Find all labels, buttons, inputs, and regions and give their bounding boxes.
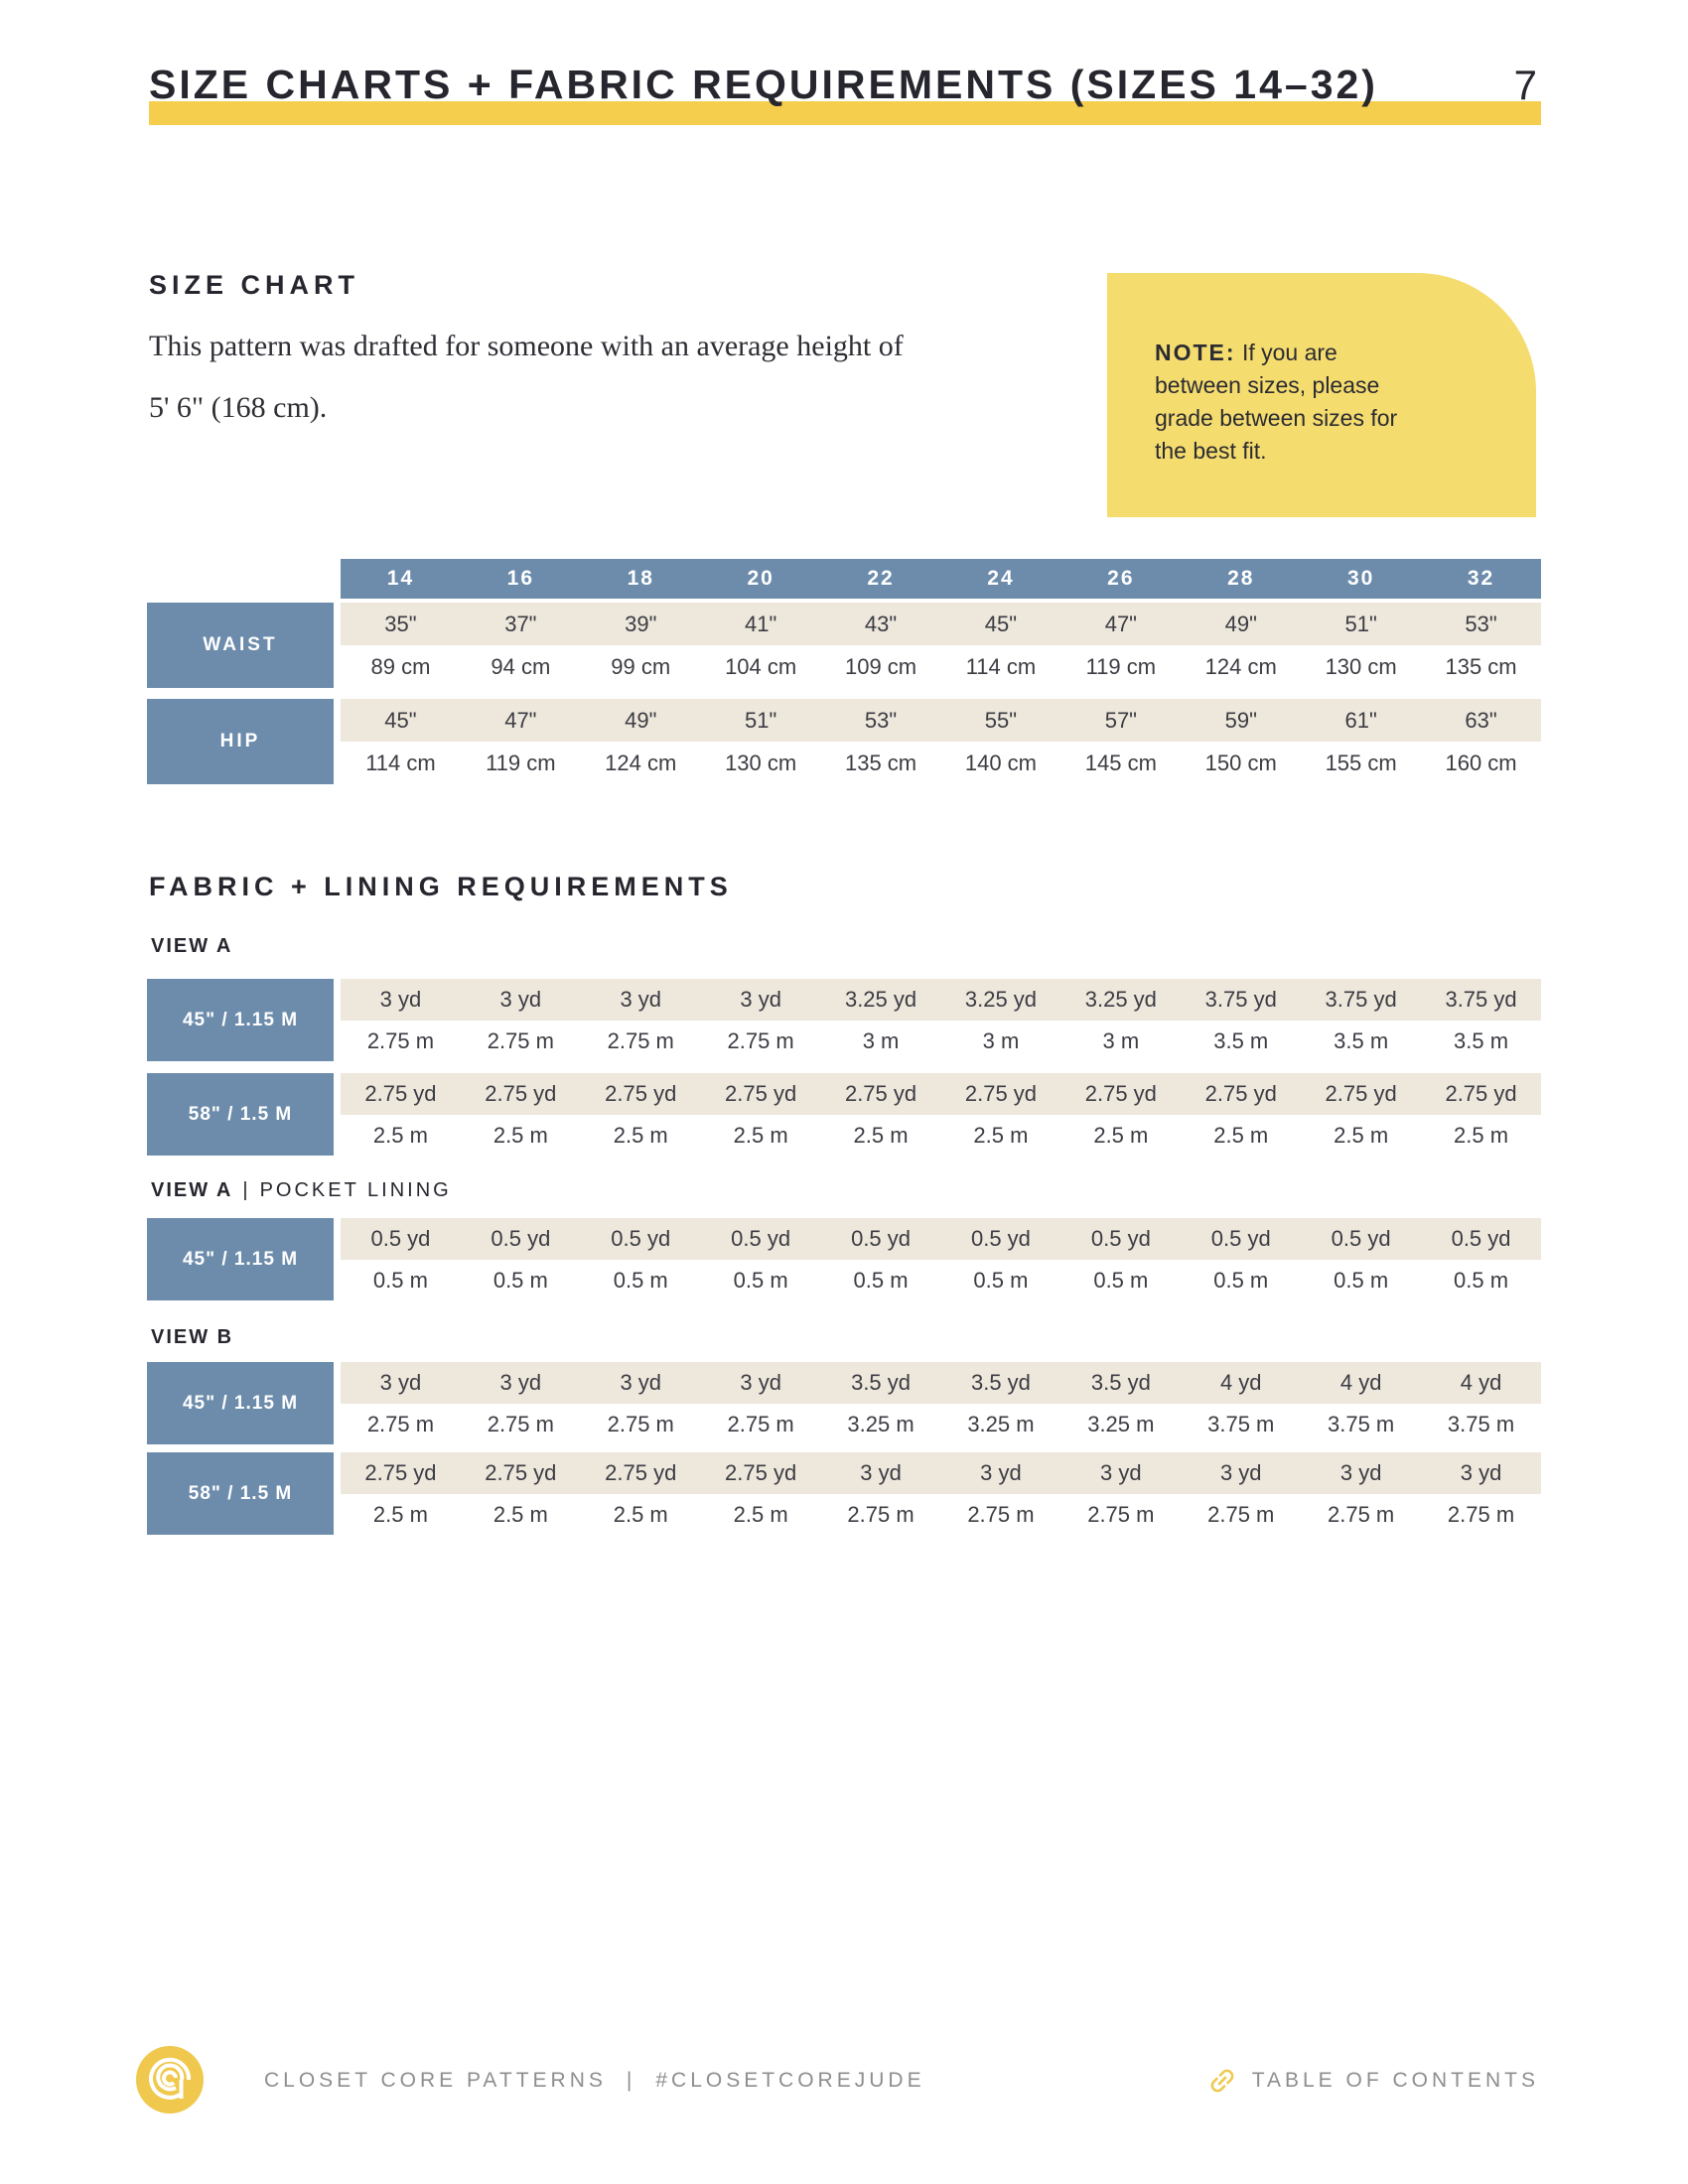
- measurement-inches-cell: 37": [504, 611, 537, 636]
- fabric-meters-cell: 0.5 m: [1454, 1267, 1509, 1293]
- fabric-yardage-cell: 0.5 yd: [1210, 1226, 1271, 1251]
- fabric-width-label: 58" / 1.5 M: [147, 1452, 334, 1535]
- fabric-yardage-cell: 0.5 yd: [970, 1226, 1031, 1251]
- fabric-yardage-cell: 0.5 yd: [1090, 1226, 1151, 1251]
- yardage-row: [341, 1452, 1541, 1494]
- title-separator: |: [242, 1179, 250, 1201]
- fabric-meters-cell: 2.75 m: [1207, 1501, 1275, 1527]
- fabric-yardage-cell: 3.75 yd: [1325, 987, 1397, 1012]
- size-chart-table: [147, 559, 1541, 784]
- fabric-meters-cell: 2.75 m: [847, 1501, 914, 1527]
- fabric-meters-cell: 2.5 m: [492, 1122, 548, 1148]
- fabric-yardage-cell: 3.5 yd: [1090, 1370, 1151, 1395]
- measurement-inches-cell: 49": [625, 707, 657, 733]
- hip-row-group: [147, 699, 1541, 784]
- size-header-cell: 22: [867, 567, 895, 590]
- pocket-lining-subtitle: POCKET LINING: [259, 1179, 452, 1201]
- fabric-meters-cell: 3 m: [1102, 1027, 1140, 1053]
- fabric-data: [341, 1073, 1541, 1156]
- fabric-meters-cell: 0.5 m: [733, 1267, 788, 1293]
- fabric-meters-cell: 3.5 m: [1454, 1027, 1509, 1053]
- fabric-meters-cell: 0.5 m: [1093, 1267, 1149, 1293]
- fabric-meters-cell: 2.5 m: [372, 1122, 428, 1148]
- size-header-cell: 28: [1227, 567, 1255, 590]
- fabric-width-label: 45" / 1.15 M: [147, 1362, 334, 1444]
- fabric-meters-cell: 2.5 m: [853, 1122, 909, 1148]
- measurement-inches-cell: 51": [745, 707, 777, 733]
- meters-row: [341, 1115, 1541, 1156]
- fabric-data: [341, 1218, 1541, 1300]
- link-icon: [1206, 2065, 1238, 2097]
- description-line-1: This pattern was drafted for someone with an average height of: [149, 330, 904, 362]
- fabric-meters-cell: 2.75 m: [1087, 1501, 1155, 1527]
- measurement-inches-cell: 61": [1344, 707, 1377, 733]
- note-text: If you are between sizes, please grade between sizes for the best fit.: [1155, 340, 1398, 464]
- measurement-cm-cell: 135 cm: [844, 750, 917, 775]
- fabric-meters-cell: 2.75 m: [607, 1027, 674, 1053]
- fabric-yardage-cell: 2.75 yd: [364, 1460, 437, 1485]
- fabric-meters-cell: 2.5 m: [372, 1501, 428, 1527]
- fabric-yardage-cell: 3 yd: [980, 1460, 1022, 1485]
- measurement-cm-cell: 114 cm: [365, 750, 436, 775]
- fabric-yardage-cell: 3 yd: [620, 987, 662, 1012]
- fabric-meters-cell: 2.75 m: [487, 1411, 554, 1436]
- fabric-yardage-cell: 3.75 yd: [1445, 987, 1517, 1012]
- fabric-yardage-cell: 3.75 yd: [1204, 987, 1277, 1012]
- fabric-yardage-cell: 2.75 yd: [485, 1081, 557, 1106]
- pocket-lining-45in-block: [147, 1218, 1541, 1300]
- fabric-yardage-cell: 0.5 yd: [1451, 1226, 1511, 1251]
- fabric-meters-cell: 2.5 m: [1454, 1122, 1509, 1148]
- fabric-meters-cell: 2.75 m: [487, 1027, 554, 1053]
- size-header-cell: 18: [627, 567, 654, 590]
- table-of-contents-link[interactable]: [1206, 2065, 1539, 2097]
- measurement-inches-cell: 63": [1465, 707, 1497, 733]
- fabric-yardage-cell: 3 yd: [499, 1370, 542, 1395]
- fabric-yardage-cell: 3 yd: [860, 1460, 902, 1485]
- fabric-yardage-cell: 0.5 yd: [731, 1226, 791, 1251]
- fabric-meters-cell: 0.5 m: [973, 1267, 1029, 1293]
- view-a-title: [151, 935, 232, 958]
- footer-brand-text: [264, 2069, 925, 2093]
- view-b-title-text: VIEW B: [151, 1326, 234, 1348]
- fabric-meters-cell: 2.5 m: [733, 1122, 788, 1148]
- fabric-data: [341, 1362, 1541, 1444]
- fabric-yardage-cell: 3 yd: [1460, 1460, 1502, 1485]
- brand-hashtag: #CLOSETCOREJUDE: [655, 2069, 925, 2092]
- fabric-meters-cell: 2.5 m: [1334, 1122, 1389, 1148]
- fabric-yardage-cell: 2.75 yd: [485, 1460, 557, 1485]
- fabric-meters-cell: 3.5 m: [1213, 1027, 1269, 1053]
- measurement-label-waist: WAIST: [147, 603, 334, 688]
- view-b-58in-block: [147, 1452, 1541, 1535]
- measurement-cm-cell: 89 cm: [370, 653, 431, 679]
- fabric-yardage-cell: 0.5 yd: [611, 1226, 671, 1251]
- fabric-yardage-cell: 3 yd: [740, 1370, 781, 1395]
- measurement-cm-cell: 119 cm: [486, 750, 556, 775]
- fabric-meters-cell: 3.75 m: [1328, 1411, 1395, 1436]
- view-a-45in-block: [147, 979, 1541, 1061]
- description-line-2: 5' 6" (168 cm).: [149, 391, 328, 424]
- fabric-yardage-cell: 3 yd: [1219, 1460, 1262, 1485]
- fabric-yardage-cell: 4 yd: [1339, 1370, 1382, 1395]
- fabric-yardage-cell: 2.75 yd: [1204, 1081, 1277, 1106]
- measurement-cm-cell: 124 cm: [1204, 653, 1277, 679]
- fabric-yardage-cell: 2.75 yd: [605, 1460, 677, 1485]
- waist-data: [341, 603, 1541, 688]
- fabric-meters-cell: 2.5 m: [733, 1501, 788, 1527]
- fabric-meters-cell: 3.25 m: [967, 1411, 1035, 1436]
- fabric-meters-cell: 2.5 m: [492, 1501, 548, 1527]
- fabric-meters-cell: 2.75 m: [366, 1027, 435, 1053]
- size-header-cell: 14: [386, 567, 415, 590]
- measurement-cm-cell: 130 cm: [1325, 653, 1397, 679]
- yardage-row: [341, 1218, 1541, 1260]
- meters-row: [341, 1021, 1541, 1061]
- view-b-45in-block: [147, 1362, 1541, 1444]
- fabric-meters-cell: 2.75 m: [1447, 1501, 1515, 1527]
- yardage-row: [341, 979, 1541, 1021]
- measurement-cm-cell: 135 cm: [1445, 653, 1517, 679]
- fabric-yardage-cell: 3 yd: [620, 1370, 662, 1395]
- fabric-meters-cell: 3.25 m: [847, 1411, 914, 1436]
- fabric-yardage-cell: 2.75 yd: [364, 1081, 437, 1106]
- measurement-inches-cell: 49": [1224, 611, 1257, 636]
- fabric-meters-cell: 0.5 m: [492, 1267, 548, 1293]
- measurement-cm-cell: 150 cm: [1204, 750, 1277, 775]
- fabric-meters-cell: 3 m: [862, 1027, 900, 1053]
- size-chart-description: [149, 316, 1003, 439]
- view-a-58in-block: [147, 1073, 1541, 1156]
- fabric-meters-cell: 2.75 m: [727, 1411, 794, 1436]
- measurement-inches-cell: 45": [984, 611, 1018, 636]
- brand-name: CLOSET CORE PATTERNS: [264, 2069, 607, 2092]
- view-a-title-text: VIEW A: [151, 935, 233, 957]
- fabric-meters-cell: 0.5 m: [372, 1267, 428, 1293]
- size-header-cell: 26: [1107, 567, 1135, 590]
- fabric-meters-cell: 2.75 m: [607, 1411, 674, 1436]
- fabric-data: [341, 979, 1541, 1061]
- measurement-cm-cell: 124 cm: [605, 750, 677, 775]
- fabric-width-label: 45" / 1.15 M: [147, 979, 334, 1061]
- size-header-row: [341, 559, 1541, 599]
- meters-row: [341, 1260, 1541, 1300]
- fabric-yardage-cell: 4 yd: [1219, 1370, 1262, 1395]
- fabric-meters-cell: 2.5 m: [613, 1122, 668, 1148]
- fabric-meters-cell: 0.5 m: [1334, 1267, 1389, 1293]
- fabric-yardage-cell: 2.75 yd: [844, 1081, 917, 1106]
- fabric-meters-cell: 2.75 m: [366, 1411, 435, 1436]
- fabric-meters-cell: 3.75 m: [1207, 1411, 1275, 1436]
- fabric-yardage-cell: 0.5 yd: [851, 1226, 912, 1251]
- size-header-cell: 24: [987, 567, 1015, 590]
- note-label: NOTE:: [1155, 340, 1236, 365]
- size-header-cell: 32: [1467, 567, 1495, 590]
- fabric-yardage-cell: 0.5 yd: [491, 1226, 551, 1251]
- measurement-label-hip: HIP: [147, 699, 334, 784]
- yardage-row: [341, 1362, 1541, 1404]
- fabric-yardage-cell: 3.5 yd: [851, 1370, 912, 1395]
- closet-core-logo-icon: [135, 2045, 205, 2115]
- fabric-yardage-cell: 2.75 yd: [1325, 1081, 1397, 1106]
- fabric-yardage-cell: 3 yd: [1100, 1460, 1142, 1485]
- measurement-inches-cell: 43": [864, 611, 898, 636]
- fabric-meters-cell: 0.5 m: [613, 1267, 668, 1293]
- fabric-width-label: 45" / 1.15 M: [147, 1218, 334, 1300]
- measurement-cm-cell: 99 cm: [611, 653, 671, 679]
- note-paragraph: [1107, 273, 1536, 468]
- fabric-meters-cell: 2.5 m: [1093, 1122, 1149, 1148]
- measurement-inches-cell: 41": [745, 611, 777, 636]
- table-of-contents-label: TABLE OF CONTENTS: [1251, 2069, 1539, 2092]
- fabric-meters-cell: 3.75 m: [1447, 1411, 1515, 1436]
- size-chart-heading: SIZE CHART: [149, 270, 359, 300]
- fabric-yardage-cell: 2.75 yd: [725, 1081, 797, 1106]
- fabric-meters-cell: 3.25 m: [1087, 1411, 1155, 1436]
- measurement-cm-cell: 114 cm: [965, 653, 1037, 679]
- waist-row-group: [147, 603, 1541, 688]
- fabric-yardage-cell: 3.25 yd: [844, 987, 917, 1012]
- fabric-yardage-cell: 2.75 yd: [605, 1081, 677, 1106]
- brand-separator: |: [626, 2069, 636, 2092]
- fabric-yardage-cell: 3 yd: [499, 987, 542, 1012]
- measurement-inches-cell: 45": [384, 707, 417, 733]
- waist-inches-row: [341, 603, 1541, 645]
- fabric-meters-cell: 2.5 m: [613, 1501, 668, 1527]
- measurement-cm-cell: 119 cm: [1085, 653, 1157, 679]
- fabric-meters-cell: 2.75 m: [727, 1027, 794, 1053]
- fabric-yardage-cell: 3.25 yd: [1084, 987, 1157, 1012]
- waist-cm-row: [341, 645, 1541, 688]
- measurement-cm-cell: 140 cm: [964, 750, 1038, 775]
- fabric-yardage-cell: 2.75 yd: [964, 1081, 1038, 1106]
- measurement-inches-cell: 55": [984, 707, 1018, 733]
- measurement-inches-cell: 57": [1104, 707, 1137, 733]
- fabric-meters-cell: 2.5 m: [1213, 1122, 1269, 1148]
- size-header-cell: 16: [506, 567, 535, 590]
- fabric-yardage-cell: 3 yd: [1339, 1460, 1382, 1485]
- hip-data: [341, 699, 1541, 784]
- fabric-meters-cell: 3.5 m: [1334, 1027, 1389, 1053]
- view-a-title-text: VIEW A: [151, 1179, 233, 1201]
- meters-row: [341, 1404, 1541, 1444]
- fabric-meters-cell: 0.5 m: [1213, 1267, 1269, 1293]
- fabric-yardage-cell: 4 yd: [1460, 1370, 1502, 1395]
- hip-inches-row: [341, 699, 1541, 742]
- view-b-title: [151, 1326, 233, 1349]
- fabric-yardage-cell: 3 yd: [379, 987, 422, 1012]
- measurement-cm-cell: 94 cm: [491, 653, 551, 679]
- fabric-meters-cell: 0.5 m: [853, 1267, 909, 1293]
- measurement-cm-cell: 130 cm: [725, 750, 797, 775]
- hip-cm-row: [341, 742, 1541, 784]
- note-box: [1107, 273, 1536, 517]
- measurement-cm-cell: 109 cm: [844, 653, 917, 679]
- fabric-requirements-heading: FABRIC + LINING REQUIREMENTS: [149, 872, 733, 901]
- measurement-inches-cell: 47": [1104, 611, 1137, 636]
- meters-row: [341, 1494, 1541, 1535]
- fabric-yardage-cell: 2.75 yd: [1445, 1081, 1517, 1106]
- page-number: 7: [1513, 62, 1537, 108]
- fabric-meters-cell: 3 m: [982, 1027, 1020, 1053]
- measurement-inches-cell: 53": [864, 707, 898, 733]
- fabric-yardage-cell: 3.5 yd: [970, 1370, 1031, 1395]
- yardage-row: [341, 1073, 1541, 1115]
- fabric-meters-cell: 2.5 m: [973, 1122, 1029, 1148]
- fabric-yardage-cell: 3 yd: [379, 1370, 422, 1395]
- size-header-cell: 20: [747, 567, 774, 590]
- measurement-inches-cell: 59": [1224, 707, 1257, 733]
- fabric-yardage-cell: 3.25 yd: [964, 987, 1038, 1012]
- measurement-inches-cell: 39": [625, 611, 657, 636]
- measurement-inches-cell: 53": [1465, 611, 1497, 636]
- measurement-cm-cell: 104 cm: [725, 653, 797, 679]
- fabric-meters-cell: 2.75 m: [967, 1501, 1035, 1527]
- measurement-inches-cell: 47": [504, 707, 537, 733]
- page-title: SIZE CHARTS + FABRIC REQUIREMENTS (SIZES 14–32): [149, 62, 1378, 107]
- measurement-inches-cell: 51": [1344, 611, 1377, 636]
- measurement-inches-cell: 35": [384, 611, 417, 636]
- measurement-cm-cell: 145 cm: [1084, 750, 1157, 775]
- measurement-cm-cell: 155 cm: [1325, 750, 1397, 775]
- fabric-yardage-cell: 2.75 yd: [1084, 1081, 1157, 1106]
- size-header-cell: 30: [1346, 567, 1375, 590]
- measurement-cm-cell: 160 cm: [1445, 750, 1517, 775]
- fabric-yardage-cell: 0.5 yd: [370, 1226, 431, 1251]
- view-a-pocket-lining-title: [151, 1179, 452, 1202]
- fabric-width-label: 58" / 1.5 M: [147, 1073, 334, 1156]
- fabric-data: [341, 1452, 1541, 1535]
- fabric-yardage-cell: 0.5 yd: [1331, 1226, 1391, 1251]
- fabric-yardage-cell: 3 yd: [740, 987, 781, 1012]
- fabric-meters-cell: 2.75 m: [1328, 1501, 1395, 1527]
- fabric-yardage-cell: 2.75 yd: [725, 1460, 797, 1485]
